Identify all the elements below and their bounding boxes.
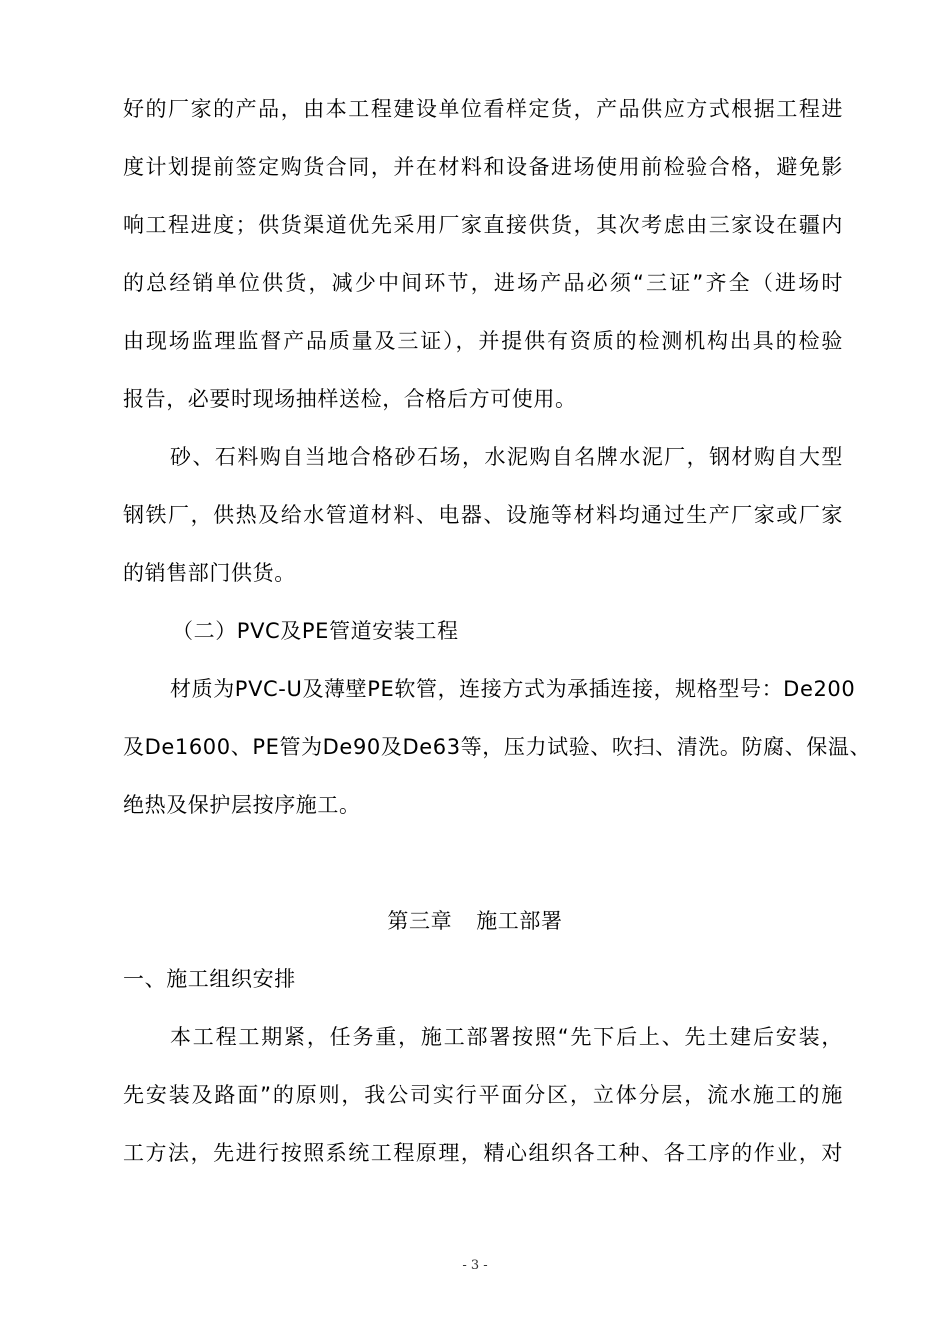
paragraph-4-line-1: 本工程工期紧，任务重，施工部署按照“先下后上、先土建后安装， (170, 1025, 843, 1049)
paragraph-1-line-1: 好的厂家的产品，由本工程建设单位看样定货，产品供应方式根据工程进 (123, 97, 843, 121)
chapter-heading (0, 906, 950, 936)
paragraph-3-line-1: 材质为PVC-U及薄壁PE软管，连接方式为承插连接，规格型号：De200 (170, 677, 856, 701)
paragraph-4-line-3: 工方法，先进行按照系统工程原理，精心组织各工种、各工序的作业，对 (123, 1141, 843, 1165)
paragraph-2-line-1: 砂、石料购自当地合格砂石场，水泥购自名牌水泥厂，钢材购自大型 (170, 445, 843, 469)
paragraph-1-line-4: 的总经销单位供货，减少中间环节，进场产品必须“三证”齐全（进场时 (123, 271, 843, 295)
chapter-title: 施工部署 (476, 909, 563, 933)
paragraph-1-line-5: 由现场监理监督产品质量及三证），并提供有资质的检测机构出具的检验 (123, 329, 843, 353)
paragraph-2-line-2: 钢铁厂，供热及给水管道材料、电器、设施等材料均通过生产厂家或厂家 (123, 503, 843, 527)
paragraph-2-line-3: 的销售部门供货。 (123, 561, 296, 585)
section-heading: 一、施工组织安排 (123, 967, 296, 991)
paragraph-3-line-3: 绝热及保护层按序施工。 (123, 793, 361, 817)
paragraph-3-line-2: 及De1600、PE管为De90及De63等，压力试验、吹扫、清洗。防腐、保温、 (123, 735, 872, 759)
paragraph-1-line-2: 度计划提前签定购货合同，并在材料和设备进场使用前检验合格，避免影 (123, 155, 843, 179)
paragraph-1-line-6: 报告，必要时现场抽样送检，合格后方可使用。 (123, 387, 577, 411)
paragraph-1-line-3: 响工程进度；供货渠道优先采用厂家直接供货，其次考虑由三家设在疆内 (123, 213, 843, 237)
paragraph-4-line-2: 先安装及路面”的原则，我公司实行平面分区，立体分层，流水施工的施 (123, 1083, 843, 1107)
page-number: - 3 - (462, 1258, 488, 1273)
subsection-heading: （二）PVC及PE管道安装工程 (172, 619, 459, 643)
chapter-number: 第三章 (387, 909, 453, 933)
